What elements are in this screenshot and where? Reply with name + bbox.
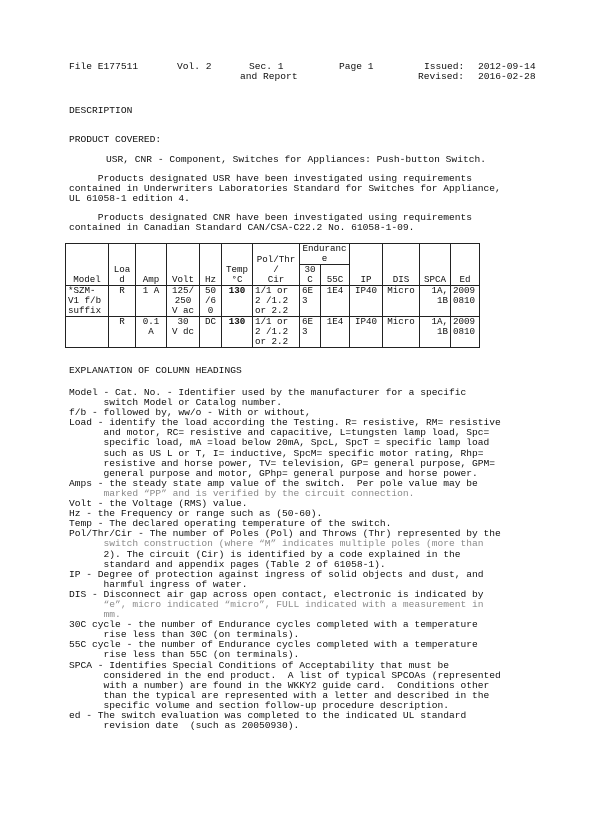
explanation-line: 30C cycle - the number of Endurance cycles completed with a temperature <box>69 619 478 631</box>
header-pol-thr-cir: Pol/Thr / Cir <box>253 244 300 286</box>
explanation-line: Pol/Thr/Cir - The number of Poles (Pol) and Throws (Thr) represented by the <box>69 528 501 540</box>
cell-spca: 1A, 1B <box>420 286 451 317</box>
table-row <box>66 286 480 317</box>
explanation-line: mm. <box>69 609 121 621</box>
explanation-line: harmful ingress of water. <box>69 578 248 590</box>
explanation-line: f/b - followed by, ww/o - With or without, <box>69 407 311 419</box>
cell-volt: 30 V dc <box>167 317 200 348</box>
cell-pol-thr-cir: 1/1 or 2 /1.2 or 2.2 <box>253 286 300 317</box>
description-heading: DESCRIPTION <box>69 105 133 116</box>
explanation-line: DIS - Disconnect air gap across open contact, electronic is indicated by <box>69 588 484 600</box>
explanation-line: “e”, micro indicated “micro”, FULL indicated with a measurement in <box>69 598 484 610</box>
header-amp: Amp <box>136 244 167 286</box>
explanation-line: such as US L or T, I= inductive, SpcM= specific motor rating, Rhp= <box>69 447 484 459</box>
cell-temp: 130 <box>222 286 253 317</box>
table-row <box>66 317 480 348</box>
explanation-line: IP - Degree of protection against ingress of solid objects and dust, and <box>69 568 484 580</box>
cell-amp: 1 A <box>136 286 167 317</box>
cell-model <box>66 317 109 348</box>
header-volt: Volt <box>167 244 200 286</box>
explanation-line: Volt - the Voltage (RMS) value. <box>69 498 248 510</box>
cell-load: R <box>109 317 136 348</box>
explanation-line: Hz - the Frequency or range such as (50-60). <box>69 508 323 520</box>
cell-30c: 6E 3 <box>300 286 321 317</box>
header-endurance: Enduranc e <box>300 244 350 265</box>
header-ip: IP <box>350 244 383 286</box>
usr-line-2: contained in Underwriters Laboratories Standard for Switches for Appliance, <box>69 183 501 194</box>
explanation-entry <box>69 590 549 620</box>
explanation-line: specific load, mA =load below 20mA, SpcL, SpcT = specific lamp load <box>69 437 490 449</box>
section-and-report: and Report <box>240 71 298 82</box>
issued-date: 2012-09-14 <box>478 61 536 72</box>
explanation-entry <box>69 388 549 408</box>
cell-model: *SZM- V1 f/b suffix <box>66 286 109 317</box>
explanation-line: general purpose and motor, GPhp= general purpose and horse power. <box>69 467 478 479</box>
explanation-line: resistive and horse power, TV= television, GP= general purpose, GPM= <box>69 457 496 469</box>
cell-volt: 125/ 250 V ac <box>167 286 200 317</box>
header-30c: 30 C <box>300 265 321 286</box>
explanation-entry <box>69 418 549 479</box>
explanation-entry <box>69 620 549 640</box>
cell-55c: 1E4 <box>321 286 350 317</box>
explanation-entry <box>69 661 549 711</box>
explanation-line: switch Model or Catalog number. <box>69 397 283 409</box>
cell-temp: 130 <box>222 317 253 348</box>
explanation-line: specific volume and section follow-up procedure description. <box>69 699 449 711</box>
explanation-list <box>69 388 549 731</box>
cell-dis: Micro <box>383 317 420 348</box>
header-hz: Hz <box>200 244 222 286</box>
product-covered-heading: PRODUCT COVERED: <box>69 134 162 145</box>
file-number: File E177511 <box>69 61 139 72</box>
cell-pol-thr-cir: 1/1 or 2 /1.2 or 2.2 <box>253 317 300 348</box>
revised-date: 2016-02-28 <box>478 71 536 82</box>
explanation-line: Model - Cat. No. - Identifier used by the manufacturer for a specific <box>69 387 467 398</box>
header-model: Model <box>66 244 109 286</box>
explanation-line: standard and appendix pages (Table 2 of 61058-1). <box>69 558 386 570</box>
cell-ip: IP40 <box>350 317 383 348</box>
header-dis: DIS <box>383 244 420 286</box>
header-load: Loa d <box>109 244 136 286</box>
explanation-heading: EXPLANATION OF COLUMN HEADINGS <box>69 365 242 376</box>
volume: Vol. 2 <box>177 61 212 72</box>
explanation-line: 55C cycle - the number of Endurance cycles completed with a temperature <box>69 639 478 651</box>
explanation-entry <box>69 570 549 590</box>
cell-dis: Micro <box>383 286 420 317</box>
explanation-line: and motor, RC= resistive and capacitive, L=tungsten lamp load, Spc= <box>69 427 490 439</box>
explanation-line: than the typical are represented with a letter and described in the <box>69 689 490 701</box>
cell-55c: 1E4 <box>321 317 350 348</box>
header-ed: Ed <box>451 244 480 286</box>
cnr-paragraph <box>69 213 472 233</box>
cell-30c: 6E 3 <box>300 317 321 348</box>
explanation-line: revision date (such as 20050930). <box>69 720 300 732</box>
explanation-line: Temp - The declared operating temperature of the switch. <box>69 518 392 530</box>
cell-amp: 0.1 A <box>136 317 167 348</box>
page-number: Page 1 <box>339 61 374 72</box>
header-spca: SPCA <box>420 244 451 286</box>
header-55c: 55C <box>321 265 350 286</box>
explanation-line: 2). The circuit (Cir) is identified by a code explained in the <box>69 548 461 560</box>
explanation-line: Load - identify the load according the Testing. R= resistive, RM= resistive <box>69 417 501 429</box>
usr-line-1: Products designated USR have been investigated using requirements <box>69 173 473 184</box>
table-header-row-1 <box>66 244 480 265</box>
cell-hz: DC <box>200 317 222 348</box>
explanation-line: Amps - the steady state amp value of the switch. Per pole value may be <box>69 477 478 489</box>
explanation-line: with a number) are found in the WKKY2 guide card. Conditions other <box>69 679 490 691</box>
issued-label: Issued: <box>424 61 465 72</box>
explanation-line: considered in the end product. A list of typical SPCOAs (represented <box>69 669 501 681</box>
product-table <box>65 243 480 348</box>
usr-paragraph <box>69 174 501 204</box>
cell-load: R <box>109 286 136 317</box>
cell-ip: IP40 <box>350 286 383 317</box>
header-temp: Temp °C <box>222 244 253 286</box>
explanation-entry <box>69 479 549 499</box>
explanation-line: rise less than 55C (on terminals). <box>69 649 300 661</box>
cell-ed: 2009 0810 <box>451 286 480 317</box>
revised-label: Revised: <box>418 71 465 82</box>
cnr-line-1: Products designated CNR have been investigated using requirements <box>69 212 473 223</box>
explanation-entry <box>69 640 549 660</box>
cell-ed: 2009 0810 <box>451 317 480 348</box>
cnr-line-2: contained in Canadian Standard CAN/CSA-C22.2 No. 61058-1-09. <box>69 222 415 233</box>
cell-spca: 1A, 1B <box>420 317 451 348</box>
usr-line-3: UL 61058-1 edition 4. <box>69 193 190 204</box>
explanation-line: rise less than 30C (on terminals). <box>69 629 300 641</box>
explanation-line: ed - The switch evaluation was completed to the indicated UL standard <box>69 710 467 721</box>
cell-hz: 50 /6 0 <box>200 286 222 317</box>
explanation-line: SPCA - Identifies Special Conditions of Acceptability that must be <box>69 659 449 671</box>
section: Sec. 1 <box>249 61 284 72</box>
product-line: USR, CNR - Component, Switches for Appliances: Push-button Switch. <box>106 154 486 165</box>
explanation-line: marked “PP” and is verified by the circuit connection. <box>69 487 415 499</box>
explanation-entry <box>69 711 549 731</box>
explanation-line: switch construction (where “M” indicates multiple poles (more than <box>69 538 484 550</box>
explanation-entry <box>69 529 549 569</box>
